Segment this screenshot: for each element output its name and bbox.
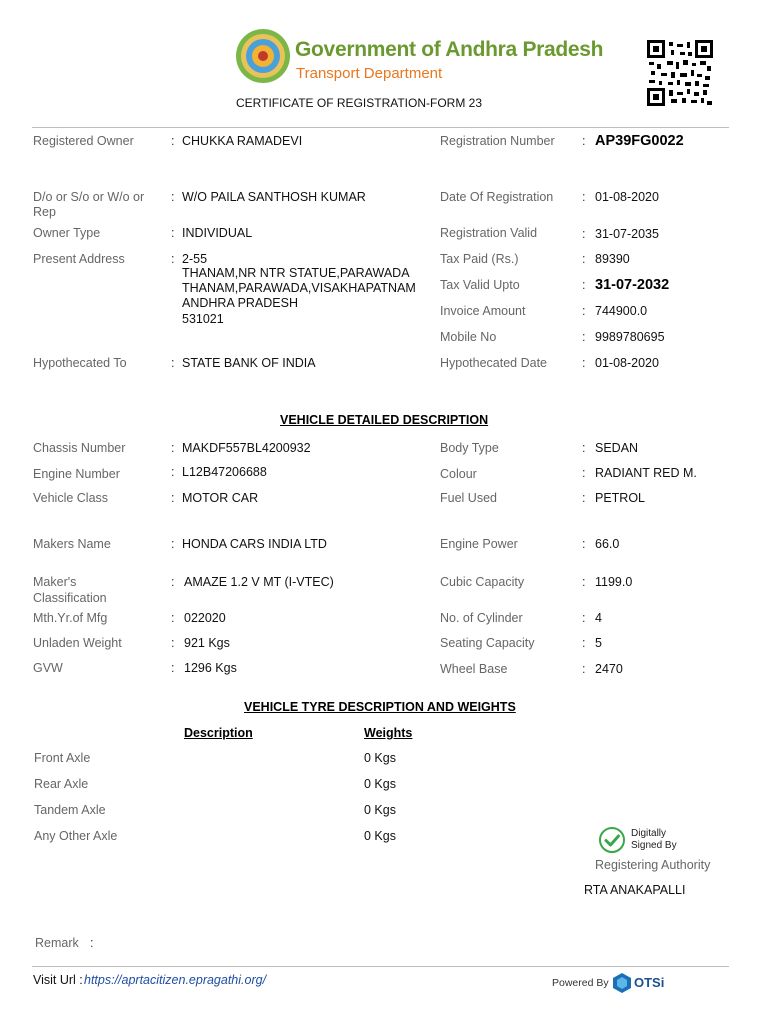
wheel-base-label: Wheel Base <box>440 662 508 676</box>
dept-title: Transport Department <box>296 65 443 82</box>
address-line: THANAM,PARAWADA,VISAKHAPATNAM <box>182 281 416 295</box>
qr-code-icon <box>647 40 713 106</box>
registered-owner-label: Registered Owner <box>33 134 134 148</box>
hyp-date-value: 01-08-2020 <box>595 356 659 370</box>
tyre-row-desc: Any Other Axle <box>34 829 118 843</box>
tyre-row-desc: Tandem Axle <box>34 803 106 817</box>
colon: : <box>171 661 175 675</box>
cylinder-label: No. of Cylinder <box>440 611 523 625</box>
colon: : <box>582 662 586 676</box>
engine-power-label: Engine Power <box>440 537 518 551</box>
tyre-row-weight: 0 Kgs <box>364 751 396 765</box>
owner-type-label: Owner Type <box>33 226 101 240</box>
colon: : <box>582 611 586 625</box>
hypothecated-to-label: Hypothecated To <box>33 356 127 370</box>
colon: : <box>582 227 586 241</box>
colon: : <box>582 304 586 318</box>
engine-power-value: 66.0 <box>595 537 620 551</box>
engine-number-value: L12B47206688 <box>182 465 267 479</box>
relation-label: D/o or S/o or W/o or <box>33 190 145 204</box>
tyre-row-weight: 0 Kgs <box>364 777 396 791</box>
reg-valid-value: 31-07-2035 <box>595 227 659 241</box>
tyre-row-weight: 0 Kgs <box>364 803 396 817</box>
colon: : <box>171 575 175 589</box>
mfg-label: Mth.Yr.of Mfg <box>33 611 108 625</box>
gvw-value: 1296 Kgs <box>184 661 237 675</box>
tyre-row-weight: 0 Kgs <box>364 829 396 843</box>
reg-date-value: 01-08-2020 <box>595 190 659 204</box>
colon: : <box>582 441 586 455</box>
tyre-row-desc: Rear Axle <box>34 777 89 791</box>
classification-label: Maker's <box>33 575 77 589</box>
unladen-weight-value: 921 Kgs <box>184 636 230 650</box>
wheel-base-value: 2470 <box>595 662 623 676</box>
signed-by-text: Signed By <box>631 840 677 851</box>
remark-colon: : <box>90 936 94 950</box>
makers-name-value: HONDA CARS INDIA LTD <box>182 537 327 551</box>
colon: : <box>582 537 586 551</box>
vehicle-class-value: MOTOR CAR <box>182 491 259 505</box>
vehicle-class-label: Vehicle Class <box>33 491 109 505</box>
tyre-row-desc: Front Axle <box>34 751 91 765</box>
tax-valid-value: 31-07-2032 <box>595 277 670 293</box>
colon: : <box>171 537 175 551</box>
address-line: THANAM,NR NTR STATUE,PARAWADA <box>182 266 410 280</box>
reg-no-label: Registration Number <box>440 134 555 148</box>
visit-url-label: Visit Url : <box>33 973 83 987</box>
colour-label: Colour <box>440 467 477 481</box>
fuel-value: PETROL <box>595 491 646 505</box>
colon: : <box>171 491 175 505</box>
address-line: 2-55 <box>182 252 208 266</box>
header-divider <box>32 127 729 128</box>
check-icon <box>598 826 626 854</box>
cylinder-value: 4 <box>595 611 602 625</box>
gov-title: Government of Andhra Pradesh <box>295 38 604 61</box>
remark-label: Remark <box>35 936 79 950</box>
seating-value: 5 <box>595 636 602 650</box>
colon: : <box>582 466 586 480</box>
address-label: Present Address <box>33 252 125 266</box>
registered-owner-value: CHUKKA RAMADEVI <box>182 134 303 148</box>
colon: : <box>171 226 175 240</box>
colon: : <box>171 252 175 266</box>
gvw-label: GVW <box>33 661 63 675</box>
colon: : <box>582 190 586 204</box>
address-line: ANDHRA PRADESH <box>182 296 298 310</box>
reg-valid-label: Registration Valid <box>440 226 538 240</box>
form-title: CERTIFICATE OF REGISTRATION-FORM 23 <box>236 96 483 110</box>
fuel-label: Fuel Used <box>440 491 497 505</box>
classification-value: AMAZE 1.2 V MT (I-VTEC) <box>184 575 334 589</box>
body-type-value: SEDAN <box>595 441 639 455</box>
classification-label-2: Classification <box>33 591 107 605</box>
registering-authority: Registering Authority <box>595 858 711 872</box>
mobile-value: 9989780695 <box>595 330 665 344</box>
address-line: 531021 <box>182 312 224 326</box>
tax-paid-value: 89390 <box>595 252 630 266</box>
colon: : <box>582 636 586 650</box>
colon: : <box>171 441 175 455</box>
tyre-col-weights: Weights <box>364 726 413 740</box>
otsi-brand: OTSi <box>634 975 665 990</box>
cubic-capacity-label: Cubic Capacity <box>440 575 525 589</box>
powered-by-text: Powered By <box>552 977 609 989</box>
colour-value: RADIANT RED M. <box>595 466 697 480</box>
mobile-label: Mobile No <box>440 330 497 344</box>
hypothecated-to-value: STATE BANK OF INDIA <box>182 356 316 370</box>
tyre-col-description: Description <box>184 726 253 740</box>
colon: : <box>582 278 586 292</box>
tax-valid-label: Tax Valid Upto <box>440 278 520 292</box>
rta-office: RTA ANAKAPALLI <box>584 883 686 897</box>
reg-date-label: Date Of Registration <box>440 190 554 204</box>
cubic-capacity-value: 1199.0 <box>595 575 633 589</box>
colon: : <box>582 356 586 370</box>
makers-name-label: Makers Name <box>33 537 111 551</box>
colon: : <box>582 575 586 589</box>
digitally-text: Digitally <box>631 828 667 839</box>
mfg-value: 022020 <box>184 611 226 625</box>
tyre-section-title: VEHICLE TYRE DESCRIPTION AND WEIGHTS <box>244 700 516 714</box>
colon: : <box>582 491 586 505</box>
visit-url-link[interactable]: https://aprtacitizen.epragathi.org/ <box>84 973 267 987</box>
unladen-weight-label: Unladen Weight <box>33 636 122 650</box>
reg-no-value: AP39FG0022 <box>595 133 684 149</box>
vehicle-section-title: VEHICLE DETAILED DESCRIPTION <box>280 413 489 427</box>
tax-paid-label: Tax Paid (Rs.) <box>440 252 519 266</box>
owner-type-value: INDIVIDUAL <box>182 226 253 240</box>
ap-emblem-icon <box>234 27 292 85</box>
relation-label-2: Rep <box>33 205 56 219</box>
colon: : <box>171 465 175 479</box>
chassis-label: Chassis Number <box>33 441 126 455</box>
otsi-logo-icon <box>612 972 632 994</box>
colon: : <box>582 330 586 344</box>
chassis-value: MAKDF557BL4200932 <box>182 441 311 455</box>
invoice-label: Invoice Amount <box>440 304 526 318</box>
engine-number-label: Engine Number <box>33 467 120 481</box>
colon: : <box>171 611 175 625</box>
hyp-date-label: Hypothecated Date <box>440 356 548 370</box>
colon: : <box>171 356 175 370</box>
colon: : <box>171 190 175 204</box>
invoice-value: 744900.0 <box>595 304 648 318</box>
colon: : <box>582 134 586 148</box>
colon: : <box>582 252 586 266</box>
relation-value: W/O PAILA SANTHOSH KUMAR <box>182 190 366 204</box>
colon: : <box>171 134 175 148</box>
seating-label: Seating Capacity <box>440 636 535 650</box>
body-type-label: Body Type <box>440 441 499 455</box>
colon: : <box>171 636 175 650</box>
footer-divider <box>32 966 729 967</box>
